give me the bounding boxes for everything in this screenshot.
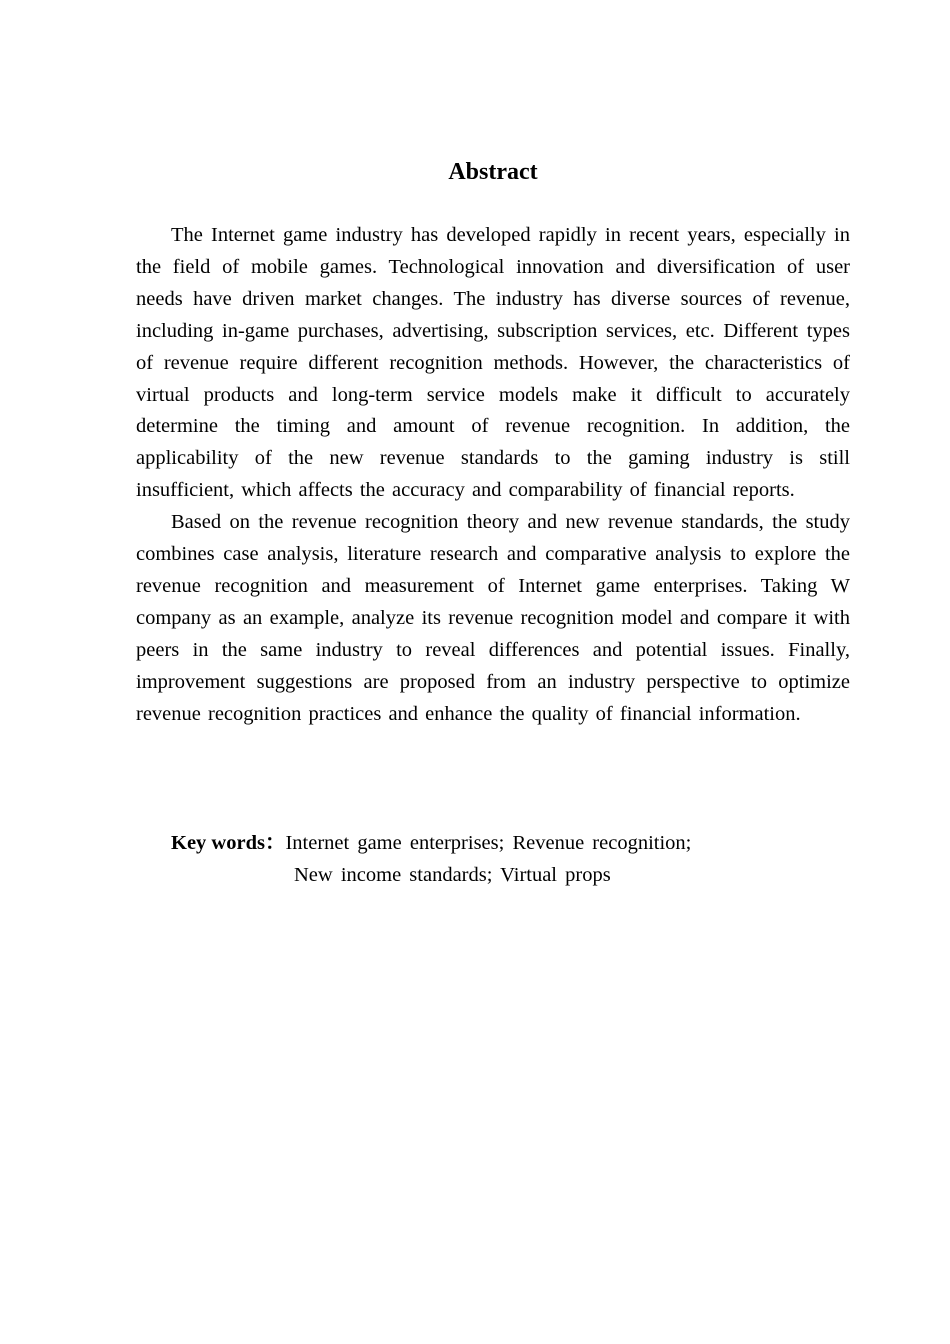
keywords-block (171, 828, 811, 891)
keywords-line-2: New income standards; Virtual props (294, 863, 611, 886)
abstract-body (136, 220, 850, 731)
abstract-paragraph-2: Based on the revenue recognition theory and new revenue standards, the study combines case analysis, literature research and comparative analysis to explore the revenue recognition and measurement of Internet game enterprises. Taking W company as an example, analyze its revenue recognition model and compare it with peers in the same industry to reveal differences and potential issues. Finally, improvement suggestions are proposed from an industry perspective to optimize revenue recognition practices and enhance the quality of financial information. (136, 511, 850, 725)
abstract-paragraph-1: The Internet game industry has developed rapidly in recent years, especially in the field of mobile games. Technological innovation and diversification of user needs have driven market changes. The industry has diverse sources of revenue, including in-game purchases, advertising, subscription services, etc. Different types of revenue require different recognition methods. However, the characteristics of virtual products and long-term service models make it difficult to accurately determine the timing and amount of revenue recognition. In addition, the applicability of the new revenue standards to the gaming industry is still insufficient, which affects the accuracy and comparability of financial reports. (136, 224, 850, 502)
keywords-line-1: Internet game enterprises; Revenue recognition; (285, 832, 692, 854)
abstract-title: Abstract (448, 159, 538, 185)
keywords-row-1 (171, 828, 811, 860)
keywords-label: Key words： (171, 832, 286, 854)
